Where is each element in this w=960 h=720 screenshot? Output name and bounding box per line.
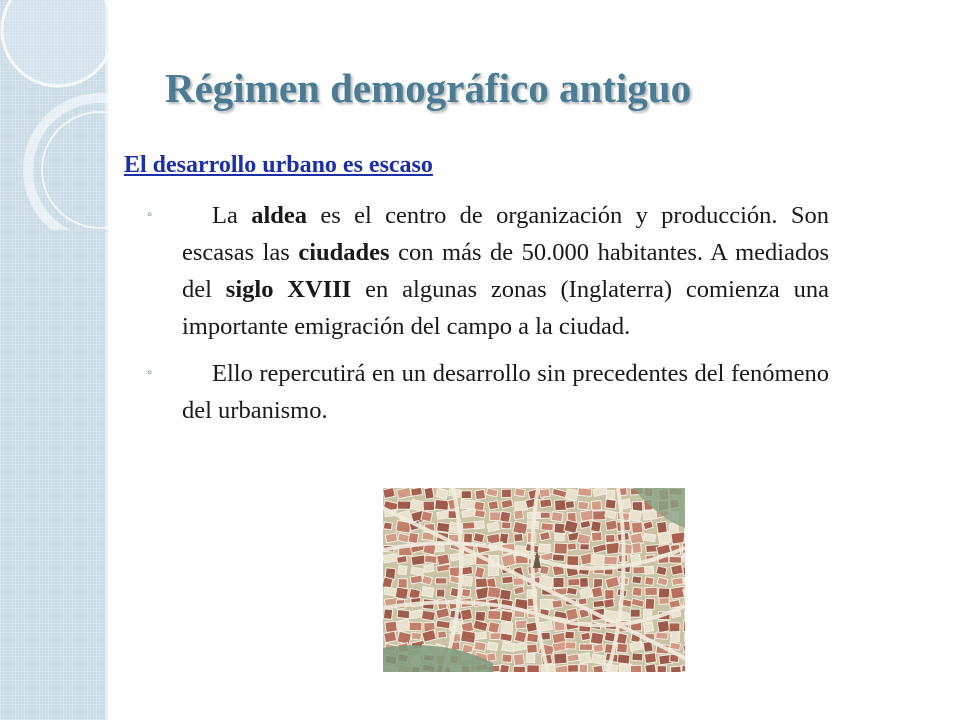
bullet-text-bold: siglo XVIII xyxy=(225,276,352,303)
city-map-image xyxy=(383,488,685,672)
bullet-text: en algunas zonas (Inglaterra) comienza una importante emigración del campo a la ciudad. xyxy=(182,276,830,340)
bullet-item xyxy=(147,197,829,345)
circle-ornament-icon xyxy=(0,0,200,230)
bullet-text: La xyxy=(212,202,252,229)
bullet-item xyxy=(147,355,829,429)
subtitle-link[interactable]: El desarrollo urbano es escaso xyxy=(124,152,433,178)
bullet-text: con más de 50.000 habitantes. A mediados del xyxy=(182,239,829,303)
bullet-text: es el centro de organización y producción. Son escasas las xyxy=(182,202,829,266)
city-map-illustration-icon xyxy=(383,488,685,672)
bullet-text-bold: ciudades xyxy=(298,239,390,266)
bullet-list xyxy=(147,197,829,439)
slide-title: Régimen demográfico antiguo xyxy=(165,65,692,111)
bullet-text-bold: aldea xyxy=(251,202,307,229)
bullet-circle-icon: ◦ xyxy=(147,365,153,381)
sidebar-decoration xyxy=(0,0,108,720)
bullet-text: Ello repercutirá en un desarrollo sin precedentes del fenómeno del urbanismo. xyxy=(182,360,829,424)
bullet-circle-icon: ◦ xyxy=(147,207,153,223)
